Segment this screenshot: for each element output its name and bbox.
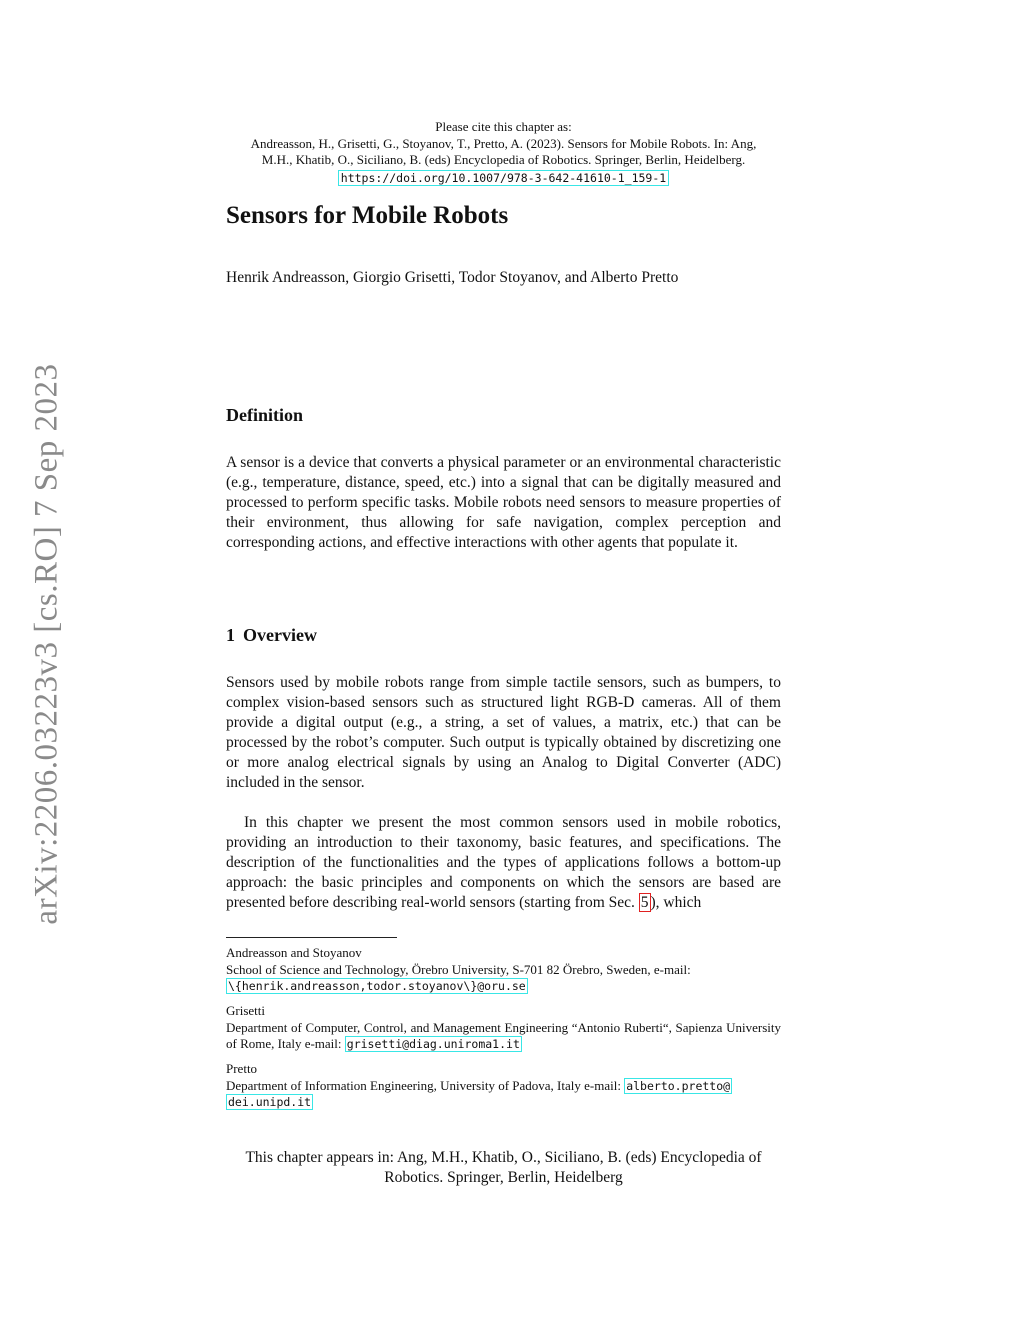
citation-line-2: M.H., Khatib, O., Siciliano, B. (eds) Encyclopedia of Robotics. Springer, Berlin, Heidelberg. <box>261 152 746 167</box>
author-list: Henrik Andreasson, Giorgio Grisetti, Todor Stoyanov, and Alberto Pretto <box>226 269 679 286</box>
footnote-affiliation: Department of Computer, Control, and Management Engineering “Antonio Ruberti“, Sapienza University of Rome, Italy e-mail: grisetti@diag.uniroma1.it <box>226 1019 781 1051</box>
email-link-pretto[interactable]: alberto.pretto@ <box>626 1078 731 1093</box>
definition-paragraph: A sensor is a device that converts a physical parameter or an environmental characteristic (e.g., temperature, distance, speed, etc.) into a signal that can be digitally measured and processed to perform specific tasks. Mobile robots need sensors to measure properties of their environment, thus allowing for safe navigation, complex perception and corresponding actions, and effective interactions with other agents that populate it. <box>226 454 781 551</box>
footnote-grisetti <box>226 1003 781 1053</box>
footnote-names: Grisetti <box>226 1003 265 1018</box>
email-link-pretto-continued[interactable]: dei.unipd.it <box>228 1095 312 1109</box>
email-link-andreasson-stoyanov[interactable]: \{henrik.andreasson,todor.stoyanov\}@oru.se <box>228 979 526 993</box>
overview-paragraph-2 <box>226 813 781 913</box>
footnote-andreasson-stoyanov <box>226 945 781 995</box>
publication-note <box>226 1148 781 1188</box>
publication-note-line-1: This chapter appears in: Ang, M.H., Khatib, O., Siciliano, B. (eds) Encyclopedia of <box>245 1149 762 1166</box>
overview-heading <box>226 624 781 646</box>
section-title: Overview <box>243 625 317 645</box>
footnote-rule <box>226 937 397 938</box>
footnote-affiliation: School of Science and Technology, Örebro University, S-701 82 Örebro, Sweden, e-mail: <box>226 961 691 977</box>
footnote-names: Pretto <box>226 1061 258 1076</box>
paper-title: Sensors for Mobile Robots <box>226 202 509 229</box>
section-number: 1 <box>226 625 235 645</box>
email-link-grisetti[interactable]: grisetti@diag.uniroma1.it <box>346 1037 520 1051</box>
citation-block <box>226 119 781 186</box>
definition-heading: Definition <box>226 405 304 425</box>
section-reference-link[interactable]: 5 <box>640 894 649 911</box>
citation-line-1: Andreasson, H., Grisetti, G., Stoyanov, T., Pretto, A. (2023). Sensors for Mobile Robots. In: Ang, <box>250 135 757 151</box>
overview-paragraph-1: Sensors used by mobile robots range from simple tactile sensors, such as bumpers, to complex vision-based sensors such as structured light RGB-D cameras. All of them provide a digital output (e.g., a string, a set of values, a matrix, etc.) that can be processed by the robot’s computer. Such output is typically obtained by discretizing one or more analog electrical signals by using an Analog to Digital Converter (ADC) included in the sensor. <box>226 674 781 791</box>
overview-paragraph-2-text: In this chapter we present the most common sensors used in mobile robotics, providing an introduction to their taxonomy, basic features, and specifications. The description of the functionalities and the types of applications follows a bottom-up approach: the basic principles and components on which the sensors are based are presented before describing real-world sensors (starting from Sec. <box>226 814 781 911</box>
footnote-affiliation: Department of Information Engineering, University of Padova, Italy e-mail: alberto.pretto@ <box>226 1077 731 1093</box>
footnote-pretto <box>226 1061 781 1111</box>
doi-link[interactable]: https://doi.org/10.1007/978-3-642-41610-1_159-1 <box>338 170 669 186</box>
publication-note-line-2: Robotics. Springer, Berlin, Heidelberg <box>384 1169 623 1186</box>
arxiv-identifier: arXiv:2206.03223v3 [cs.RO] 7 Sep 2023 <box>28 363 65 925</box>
overview-paragraph-2-tail: ), which <box>650 894 702 911</box>
footnote-names: Andreasson and Stoyanov <box>226 945 362 960</box>
citation-intro: Please cite this chapter as: <box>435 119 572 134</box>
